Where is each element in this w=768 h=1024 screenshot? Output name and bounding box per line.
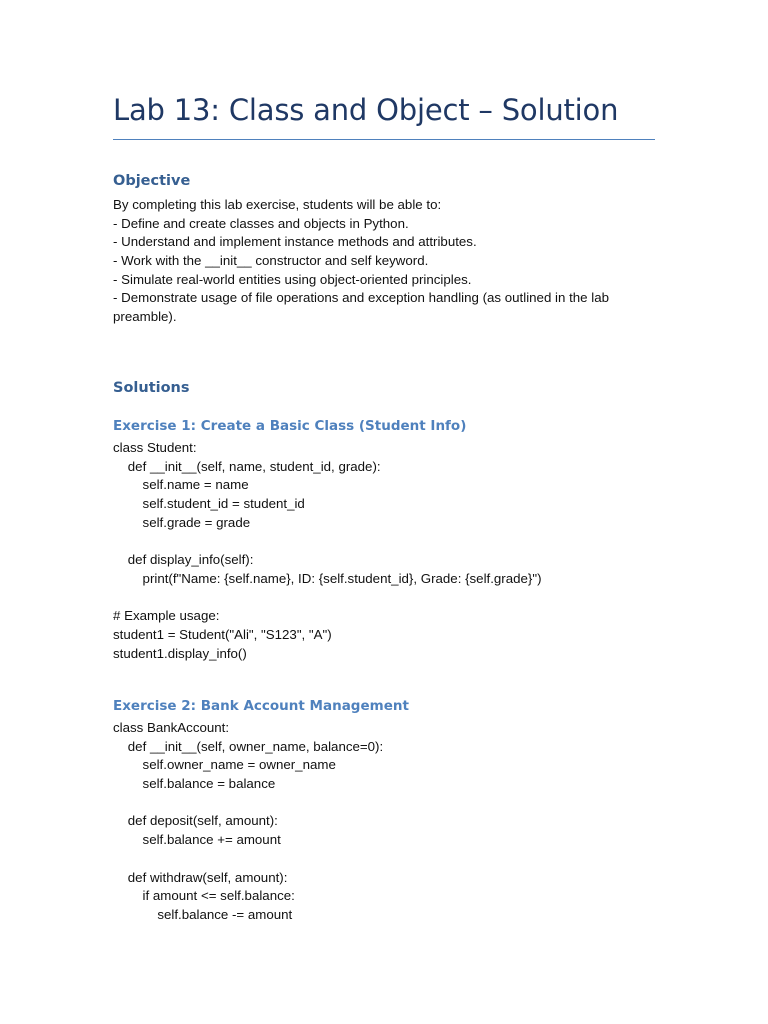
- code-line: # Example usage:: [113, 608, 220, 624]
- code-line: self.balance -= amount: [113, 906, 293, 922]
- code-line: def deposit(self, amount):: [113, 813, 278, 829]
- objective-line: - Demonstrate usage of file operations and exception handling (as outlined in the lab: [113, 290, 609, 306]
- code-line: self.balance = balance: [113, 776, 276, 792]
- exercise-1-code: [113, 439, 658, 663]
- solutions-heading: Solutions: [113, 380, 190, 396]
- objective-line: - Define and create classes and objects in Python.: [113, 215, 409, 231]
- code-line: student1.display_info(): [113, 645, 247, 661]
- code-line: self.student_id = student_id: [113, 496, 305, 512]
- code-line: self.balance += amount: [113, 832, 281, 848]
- objective-line: preamble).: [113, 309, 177, 325]
- code-line: class BankAccount:: [113, 720, 230, 735]
- code-line: [113, 794, 658, 813]
- code-line: self.owner_name = owner_name: [113, 757, 336, 773]
- title-underline: [113, 139, 655, 140]
- exercise-2-heading: Exercise 2: Bank Account Management: [113, 698, 409, 714]
- code-line: [113, 589, 658, 608]
- code-line: def __init__(self, owner_name, balance=0):: [113, 738, 384, 754]
- objective-line: By completing this lab exercise, students will be able to:: [113, 197, 442, 212]
- code-line: if amount <= self.balance:: [113, 888, 295, 904]
- objective-line: - Understand and implement instance methods and attributes.: [113, 234, 477, 250]
- code-line: def __init__(self, name, student_id, grade):: [113, 458, 381, 474]
- code-line: def withdraw(self, amount):: [113, 869, 288, 885]
- code-line: def display_info(self):: [113, 552, 254, 568]
- objective-heading: Objective: [113, 173, 191, 189]
- code-line: self.grade = grade: [113, 514, 251, 530]
- objective-text: [113, 196, 658, 327]
- objective-line: - Simulate real-world entities using object-oriented principles.: [113, 271, 472, 287]
- exercise-2-code: [113, 719, 658, 925]
- objective-line: - Work with the __init__ constructor and self keyword.: [113, 253, 429, 269]
- code-line: [113, 850, 658, 869]
- code-line: class Student:: [113, 440, 197, 455]
- exercise-1-heading: Exercise 1: Create a Basic Class (Student Info): [113, 418, 467, 434]
- page-title: Lab 13: Class and Object – Solution: [113, 93, 619, 127]
- code-line: self.name = name: [113, 477, 249, 493]
- code-line: [113, 532, 658, 551]
- code-line: student1 = Student("Ali", "S123", "A"): [113, 626, 332, 642]
- code-line: print(f"Name: {self.name}, ID: {self.student_id}, Grade: {self.grade}"): [113, 570, 542, 586]
